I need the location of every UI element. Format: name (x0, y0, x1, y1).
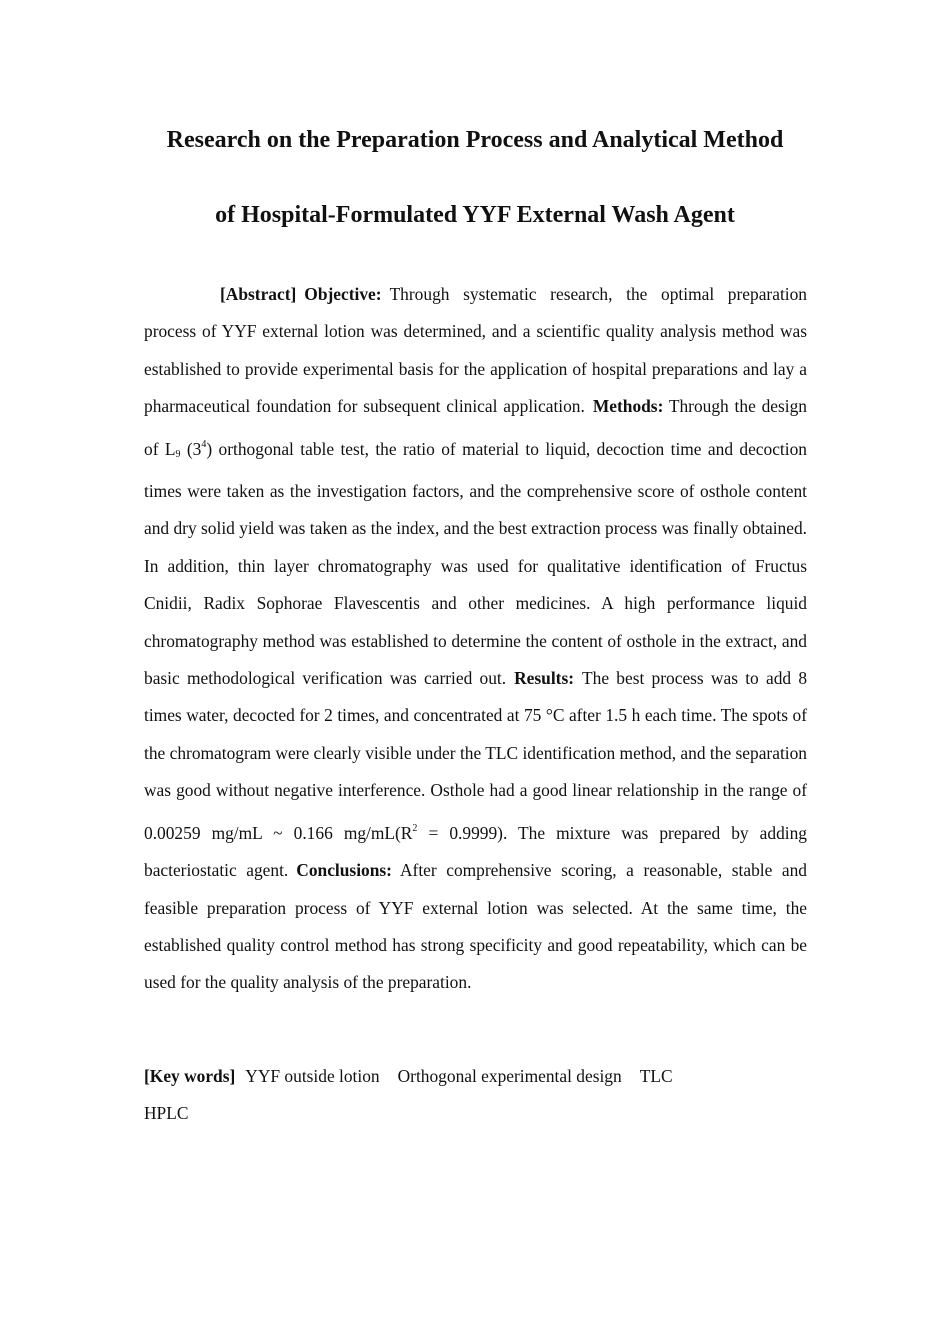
paper-title-line-2: of Hospital-Formulated YYF External Wash Agent (215, 202, 735, 228)
conclusions-label: Conclusions: (296, 860, 392, 881)
orthogonal-superscript: 4 (201, 438, 207, 450)
results-text-2: = 0.9999). The mixture was prepared by adding bacteriostatic agent. (144, 822, 807, 881)
methods-label: Methods: (592, 396, 664, 417)
objective-label: Objective: (304, 284, 382, 304)
keywords-paragraph (144, 1058, 807, 1133)
keyword-item: YYF outside lotion (245, 1066, 380, 1086)
results-label: Results: (514, 668, 575, 689)
paper-title-line-1: Research on the Preparation Process and Analytical Method (166, 127, 784, 153)
methods-text: ) orthogonal table test, the ratio of material to liquid, decoction time and decoction times were taken as the investigation factors, and the comprehensive score of osthole content and dry solid yield was taken as the index, and the best extraction process was finally obtained. In addition, thin layer chromatography was used for qualitative identification of Fructus Cnidii, Radix Sophorae Flavescentis and other medicines. A high performance liquid chromatography method was established to determine the content of osthole in the extract, and basic methodological verification was carried out. (144, 438, 807, 689)
results-text-1: The best process was to add 8 times water, decocted for 2 times, and concentrated at 75 °C after 1.5 h each time. The spots of the chromatogram were clearly visible under the TLC identification method, and the separation was good without negative interference. Osthole had a good linear relationship in the range of 0.00259 mg/mL ~ 0.166 mg/mL(R (144, 668, 808, 843)
methods-text-pre: Through the design of L (144, 396, 807, 459)
objective-text: Through systematic research, the optimal preparation process of YYF external lotion was determined, and a scientific quality analysis method was established to provide experimental basis for the application of hospital preparations and lay a pharmaceutical foundation for subsequent clinical application. (144, 284, 807, 417)
abstract-label: [Abstract] (220, 284, 297, 304)
r-squared-superscript: 2 (412, 822, 418, 834)
methods-paren: (3 (180, 438, 202, 459)
keyword-item: HPLC (144, 1103, 189, 1124)
abstract-paragraph (144, 276, 807, 1002)
conclusions-text: After comprehensive scoring, a reasonable, stable and feasible preparation process of YYF external lotion was selected. At the same time, the established quality control method has strong specificity and good repeatability, which can be used for the quality analysis of the preparation. (144, 860, 807, 993)
keyword-item: TLC (639, 1066, 673, 1086)
keywords-label: [Key words] (144, 1066, 236, 1086)
keyword-item: Orthogonal experimental design (397, 1066, 622, 1086)
orthogonal-subscript: 9 (175, 448, 181, 460)
